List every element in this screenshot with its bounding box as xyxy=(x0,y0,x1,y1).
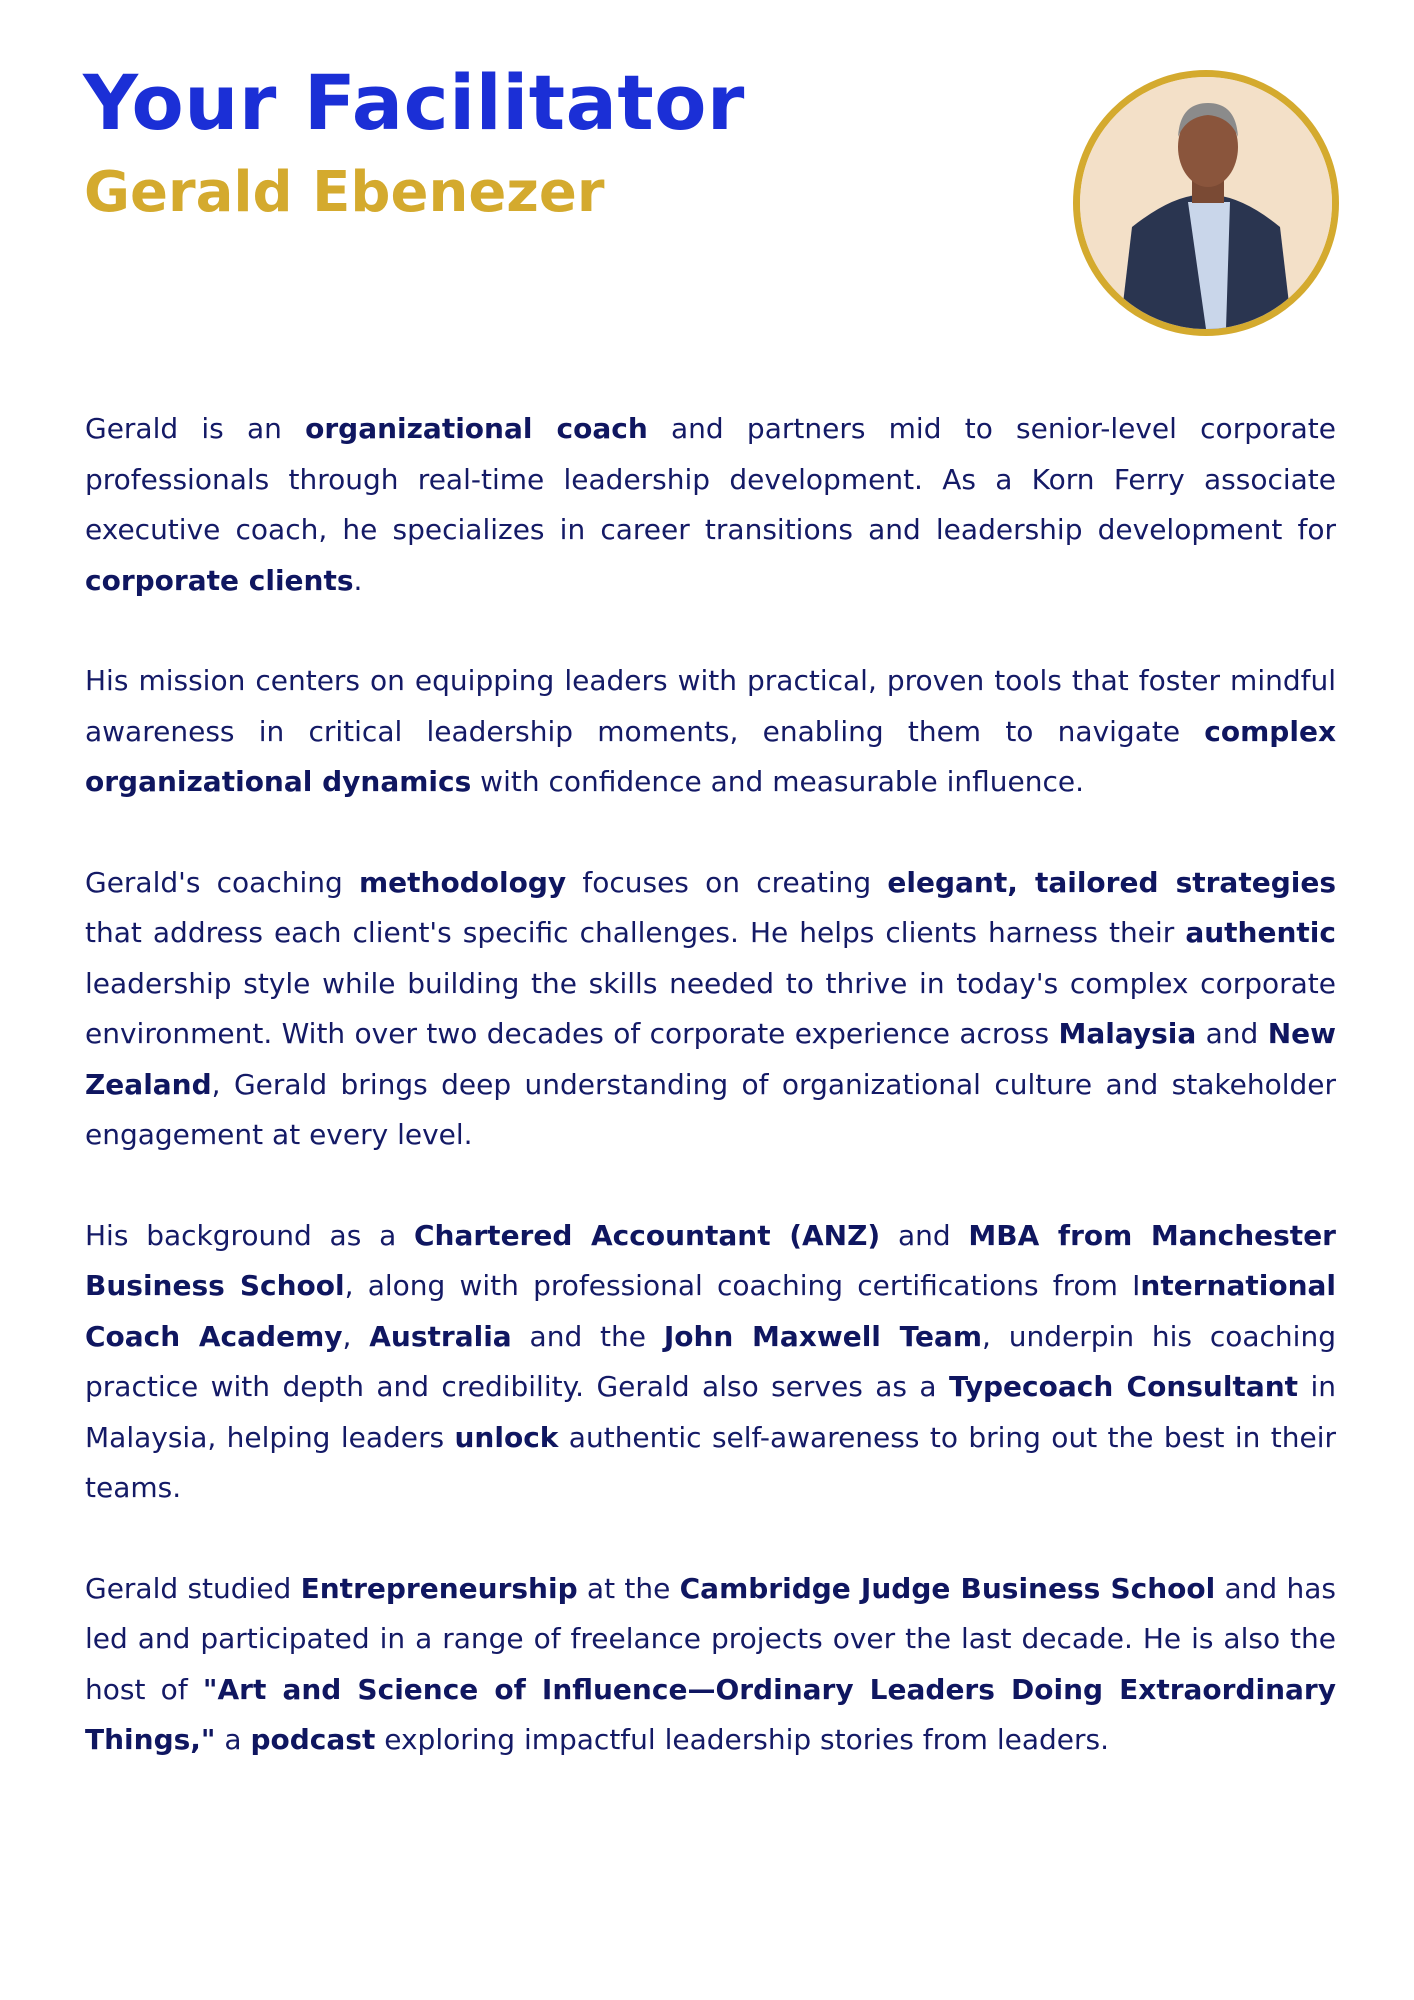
bio-highlight: elegant, tailored strategies xyxy=(887,865,1336,899)
bio-highlight: Cambridge Judge Business School xyxy=(679,1571,1216,1605)
bio-text: leadership style while building the skills needed to thrive in today's complex corporate environment. With over two decades of corporate experience across xyxy=(85,966,1336,1050)
biography xyxy=(85,404,1336,1816)
bio-highlight: organizational coach xyxy=(305,412,648,445)
bio-text: and has led and participated in a range of freelance projects over the last decade. He is also the host of xyxy=(85,1571,1336,1706)
bio-paragraph xyxy=(85,1564,1336,1766)
bio-text: . xyxy=(353,563,363,597)
bio-paragraph xyxy=(85,656,1336,808)
bio-highlight: Chartered Accountant (ANZ) xyxy=(414,1218,881,1252)
bio-text: in Malaysia, helping leaders xyxy=(85,1370,1336,1454)
bio-text: , underpin his coaching practice with depth and credibility. Gerald also serves as a xyxy=(85,1319,1336,1403)
bio-text: at the xyxy=(577,1571,680,1605)
bio-text: and xyxy=(1196,1017,1268,1050)
bio-highlight: authentic xyxy=(1185,916,1336,949)
bio-text: authentic self-awareness to bring out the best in their teams. xyxy=(85,1420,1336,1504)
bio-highlight: MBA from Manchester Business School xyxy=(85,1218,1336,1302)
bio-text: Gerald's coaching xyxy=(85,865,359,899)
bio-highlight: Typecoach Consultant xyxy=(948,1370,1299,1403)
bio-text: focuses on creating xyxy=(566,865,888,899)
bio-highlight: methodology xyxy=(359,865,567,899)
bio-text: that address each client's specific challenges. He helps clients harness their xyxy=(85,916,1186,949)
bio-text: and partners mid to senior-level corporate professionals through real-time leadership development. As a Korn Ferry associate executive coach, he specializes in career transitions and leadership development for xyxy=(85,412,1336,546)
bio-highlight: podcast xyxy=(250,1723,376,1756)
bio-text: His mission centers on equipping leaders with practical, proven tools that foster mindful awareness in critical leadership moments, enabling them to navigate xyxy=(85,664,1336,748)
bio-text: a xyxy=(215,1723,251,1756)
bio-paragraph xyxy=(85,404,1336,606)
bio-text: His background as a xyxy=(85,1218,414,1252)
bio-text: Gerald is an xyxy=(85,412,306,445)
bio-text: Gerald studied xyxy=(85,1571,301,1605)
bio-text: with confidence and measurable influence. xyxy=(471,765,1084,798)
bio-highlight: Entrepreneurship xyxy=(300,1571,578,1605)
bio-text: and xyxy=(880,1218,969,1252)
bio-paragraph xyxy=(85,1211,1336,1514)
bio-highlight: Australia xyxy=(369,1319,512,1353)
facilitator-photo xyxy=(1073,70,1339,336)
bio-highlight: corporate clients xyxy=(85,563,354,597)
page-title: Your Facilitator xyxy=(83,58,745,147)
bio-paragraph xyxy=(85,858,1336,1161)
bio-text: , along with professional coaching certifications from I xyxy=(344,1269,1141,1302)
bio-text: , xyxy=(342,1319,370,1353)
facilitator-name: Gerald Ebenezer xyxy=(84,160,605,225)
bio-text: , Gerald brings deep understanding of organizational culture and stakeholder engagement at every level. xyxy=(85,1067,1336,1151)
portrait-image xyxy=(1080,77,1332,329)
bio-text: exploring impactful leadership stories from leaders. xyxy=(375,1723,1109,1756)
bio-highlight: Malaysia xyxy=(1058,1017,1197,1050)
bio-highlight: nternational Coach Academy xyxy=(85,1269,1336,1353)
bio-text: and the xyxy=(511,1319,664,1353)
bio-highlight: John Maxwell Team xyxy=(663,1319,983,1353)
bio-highlight: New Zealand xyxy=(85,1017,1336,1101)
bio-highlight: unlock xyxy=(454,1420,559,1454)
bio-highlight: complex organizational dynamics xyxy=(85,714,1336,798)
bio-highlight: "Art and Science of Influence—Ordinary Leaders Doing Extraordinary Things," xyxy=(85,1672,1336,1756)
